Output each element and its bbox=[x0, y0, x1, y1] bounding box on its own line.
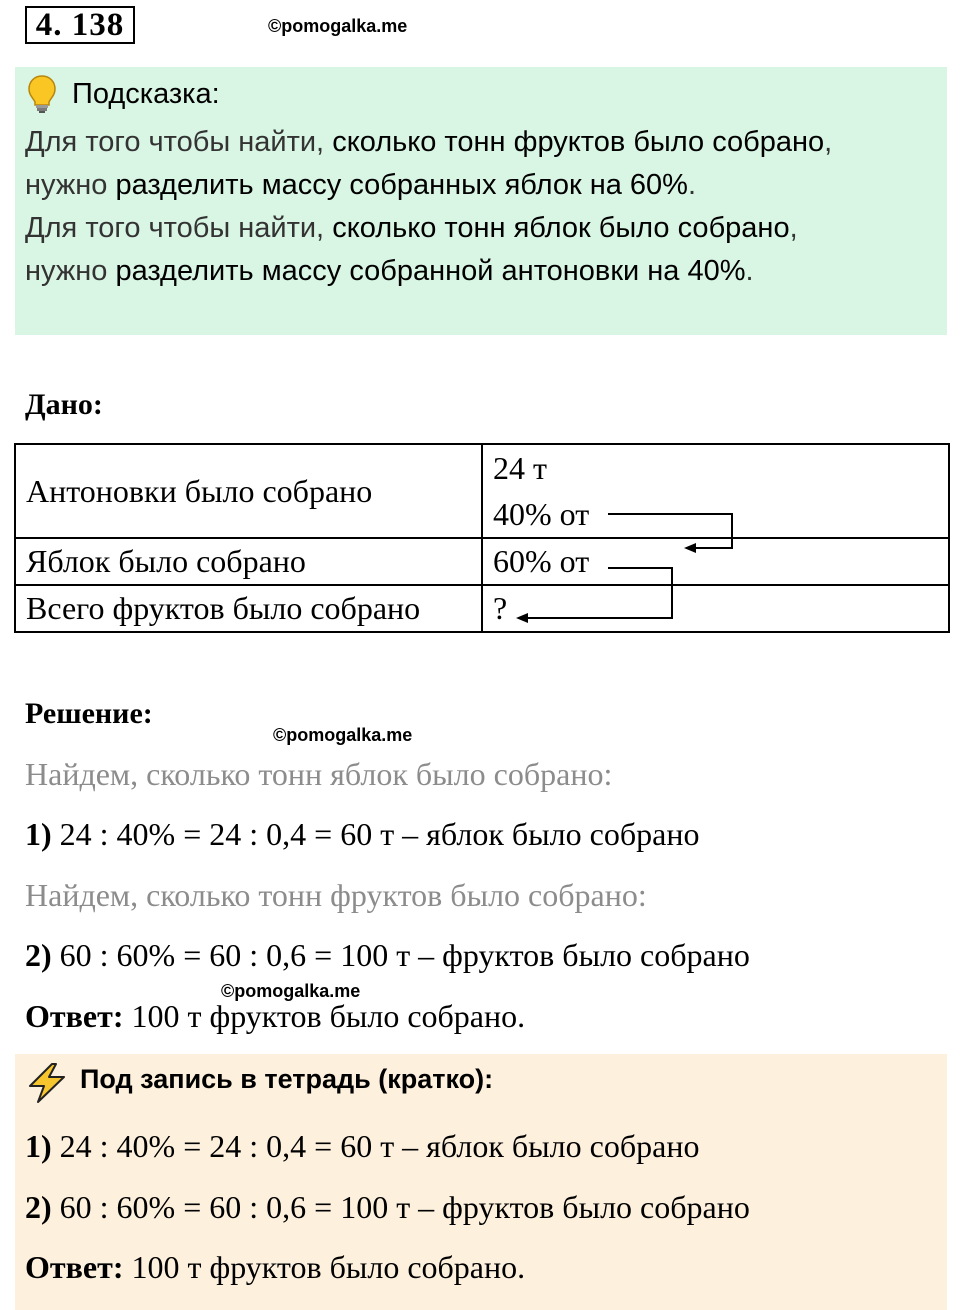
hint-line-3 bbox=[25, 212, 798, 245]
hint-line-2 bbox=[25, 169, 696, 202]
given-row-3-value: ? bbox=[482, 585, 949, 632]
given-row-2-value: 60% от bbox=[482, 538, 949, 585]
given-label: Дано: bbox=[25, 388, 103, 421]
notebook-step2-line bbox=[25, 1189, 750, 1226]
given-row-2-label: Яблок было собрано bbox=[15, 538, 482, 585]
notebook-answer-line bbox=[25, 1249, 525, 1286]
lightbulb-icon bbox=[27, 74, 57, 114]
hint-line-2-bold: разделить массу собранных яблок на 60% bbox=[115, 169, 688, 201]
given-row-3-label: Всего фруктов было собрано bbox=[15, 585, 482, 632]
notebook-step2-number: 2) bbox=[25, 1189, 52, 1225]
step1-text: 24 : 40% = 24 : 0,4 = 60 т – яблок было собрано bbox=[51, 816, 700, 852]
given-row-fruits bbox=[15, 585, 949, 632]
watermark-2: ©pomogalka.me bbox=[273, 725, 413, 745]
task-number: 4. 138 bbox=[25, 6, 135, 44]
given-row-antonovka bbox=[15, 444, 949, 538]
step1-comment: Найдем, сколько тонн яблок было собрано: bbox=[25, 756, 613, 792]
hint-line-1-bold: сколько тонн фруктов было собрано bbox=[332, 126, 825, 158]
hint-line-1-normal: Для того чтобы найти, bbox=[25, 126, 333, 158]
notebook-step1-line bbox=[25, 1128, 699, 1165]
notebook-answer-label: Ответ: bbox=[25, 1249, 124, 1285]
hint-line-1-tail: , bbox=[824, 126, 833, 158]
hint-line-1 bbox=[25, 126, 832, 159]
solution-label: Решение: bbox=[25, 697, 153, 730]
step2-number: 2) bbox=[25, 937, 52, 973]
answer-line bbox=[25, 998, 525, 1035]
answer-label: Ответ: bbox=[25, 998, 124, 1034]
given-table bbox=[14, 443, 950, 633]
hint-line-2-tail: . bbox=[687, 169, 697, 201]
hint-line-4 bbox=[25, 255, 754, 288]
hint-line-4-normal: нужно bbox=[25, 255, 116, 287]
given-row-1-value-2: 40% от bbox=[493, 496, 590, 532]
given-row-apples bbox=[15, 538, 949, 585]
given-row-1-value-1: 24 т bbox=[493, 450, 547, 486]
step2-line bbox=[25, 937, 750, 974]
hint-line-3-bold: сколько тонн яблок было собрано bbox=[332, 212, 790, 244]
notebook-step2-text: 60 : 60% = 60 : 0,6 = 100 т – фруктов было собрано bbox=[51, 1189, 750, 1225]
step2-text: 60 : 60% = 60 : 0,6 = 100 т – фруктов было собрано bbox=[51, 937, 750, 973]
notebook-step1-number: 1) bbox=[25, 1128, 52, 1164]
given-row-1-label: Антоновки было собрано bbox=[15, 444, 482, 538]
notebook-step1-text: 24 : 40% = 24 : 0,4 = 60 т – яблок было собрано bbox=[51, 1128, 700, 1164]
step1-number: 1) bbox=[25, 816, 52, 852]
notebook-title: Под запись в тетрадь (кратко): bbox=[80, 1064, 494, 1094]
step2-comment: Найдем, сколько тонн фруктов было собрано: bbox=[25, 877, 647, 913]
hint-line-4-bold: разделить массу собранной антоновки на 40% bbox=[115, 255, 746, 287]
watermark-3: ©pomogalka.me bbox=[221, 981, 361, 1001]
hint-title: Подсказка: bbox=[72, 78, 220, 110]
lightning-icon bbox=[26, 1063, 68, 1103]
hint-line-3-normal: Для того чтобы найти, bbox=[25, 212, 333, 244]
hint-line-4-tail: . bbox=[745, 255, 754, 287]
answer-text: 100 т фруктов было собрано. bbox=[123, 998, 526, 1034]
hint-line-3-tail: , bbox=[789, 212, 798, 244]
hint-line-2-normal: нужно bbox=[25, 169, 116, 201]
step1-line bbox=[25, 816, 699, 853]
given-row-1-value bbox=[482, 444, 949, 538]
notebook-answer-text: 100 т фруктов было собрано. bbox=[123, 1249, 526, 1285]
watermark: ©pomogalka.me bbox=[268, 16, 408, 36]
